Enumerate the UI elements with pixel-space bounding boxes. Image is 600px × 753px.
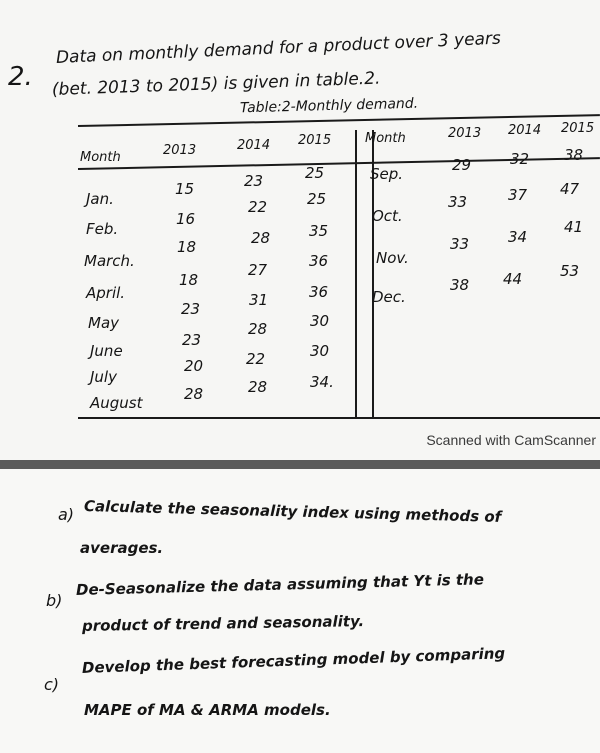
row-month: March. <box>84 252 135 270</box>
part-c-line-1: Develop the best forecasting model by comparing <box>81 644 506 677</box>
part-b-line-2: product of trend and seasonality. <box>81 612 365 635</box>
row-2013: 15 <box>175 180 195 198</box>
row-2015: 41 <box>564 218 584 236</box>
row-2015: 25 <box>307 190 327 208</box>
header-2013-right: 2013 <box>448 126 482 141</box>
row-2014: 28 <box>248 378 268 396</box>
row-month: Oct. <box>372 207 403 225</box>
row-2013: 23 <box>181 300 201 318</box>
row-2014: 22 <box>248 198 268 216</box>
row-month: May <box>88 314 120 332</box>
row-month: Sep. <box>370 165 404 183</box>
row-2013: 23 <box>182 331 202 349</box>
row-2014: 32 <box>510 150 530 168</box>
row-month: July <box>90 368 117 386</box>
table-bottom-rule <box>78 417 600 419</box>
row-month: August <box>90 394 143 412</box>
row-2015: 30 <box>310 312 330 330</box>
header-month-right: Month <box>365 131 406 146</box>
row-2013: 18 <box>177 238 197 256</box>
row-2013: 28 <box>184 385 204 403</box>
row-2014: 23 <box>244 172 264 190</box>
row-2015: 47 <box>560 180 580 198</box>
header-2014-right: 2014 <box>508 123 542 138</box>
part-a-line-2: averages. <box>80 539 164 557</box>
row-2014: 31 <box>249 291 269 309</box>
row-2013: 38 <box>450 276 470 294</box>
row-2015: 53 <box>560 262 580 280</box>
scanned-page-bottom <box>0 469 600 753</box>
question-line-1: Data on monthly demand for a product over 3 years <box>55 28 502 68</box>
row-2013: 29 <box>452 156 472 174</box>
row-month: June <box>90 342 123 360</box>
part-a-line-1: Calculate the seasonality index using methods of <box>83 497 502 526</box>
row-2014: 44 <box>503 270 523 288</box>
page-divider <box>0 460 600 469</box>
row-month: April. <box>86 284 126 302</box>
row-2014: 27 <box>248 261 268 279</box>
part-a-label: a) <box>58 505 75 524</box>
header-month-left: Month <box>80 150 121 165</box>
row-2015: 36 <box>309 252 329 270</box>
header-2014-left: 2014 <box>237 138 271 153</box>
part-b-label: b) <box>46 591 63 610</box>
row-2015: 36 <box>309 283 329 301</box>
table-caption: Table:2-Monthly demand. <box>239 95 419 117</box>
question-line-2: (bet. 2013 to 2015) is given in table.2. <box>51 68 381 100</box>
row-2013: 20 <box>184 357 204 375</box>
part-c-line-2: MAPE of MA & ARMA models. <box>84 701 331 719</box>
row-2014: 34 <box>508 228 528 246</box>
row-2015: 30 <box>310 342 330 360</box>
header-2013-left: 2013 <box>163 143 197 158</box>
row-2013: 33 <box>450 235 470 253</box>
row-month: Feb. <box>86 220 119 238</box>
row-2014: 28 <box>251 229 271 247</box>
header-2015-right: 2015 <box>561 121 595 136</box>
row-2014: 28 <box>248 320 268 338</box>
row-2013: 16 <box>176 210 196 228</box>
part-c-label: c) <box>44 675 60 694</box>
question-number: 2. <box>8 62 33 92</box>
row-2013: 18 <box>179 271 199 289</box>
table-middle-divider <box>355 130 357 417</box>
row-2014: 37 <box>508 186 528 204</box>
row-2015: 25 <box>305 164 325 182</box>
part-b-line-1: De-Seasonalize the data assuming that Yt is the <box>75 570 485 599</box>
row-month: Nov. <box>376 249 409 267</box>
row-2015: 34. <box>310 373 334 391</box>
row-month: Dec. <box>372 288 406 306</box>
camscanner-watermark: Scanned with CamScanner <box>426 432 596 448</box>
row-2015: 35 <box>309 222 329 240</box>
row-2015: 38 <box>564 146 584 164</box>
row-2013: 33 <box>448 193 468 211</box>
row-2014: 22 <box>246 350 266 368</box>
header-2015-left: 2015 <box>298 133 332 148</box>
row-month: Jan. <box>86 190 114 208</box>
